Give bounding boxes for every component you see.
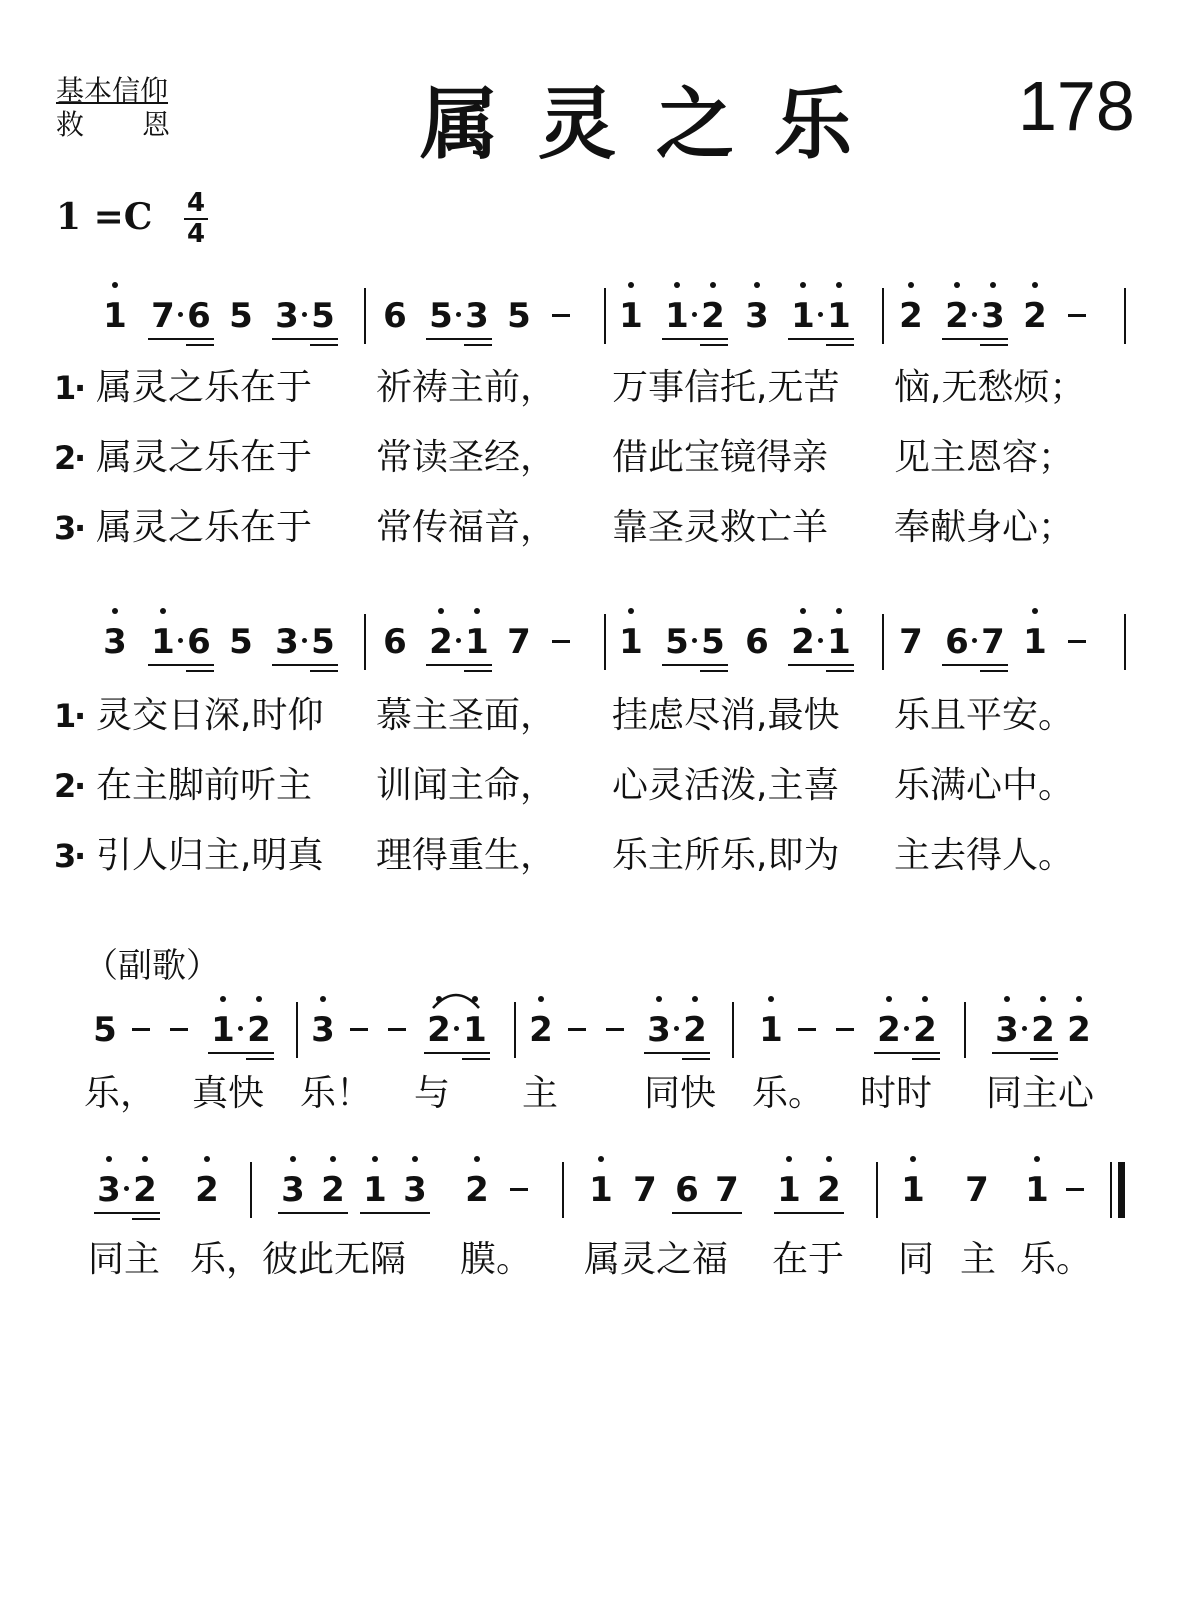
- lyric: 靠圣灵救亡羊: [612, 507, 829, 548]
- dot-above: [320, 996, 326, 1002]
- lyric: 属灵之乐在于: [96, 367, 313, 408]
- note: 2: [877, 1010, 901, 1050]
- note: 3: [465, 296, 489, 336]
- dash: [170, 1028, 188, 1031]
- verse-number: 2: [54, 439, 77, 477]
- note: 1: [463, 1010, 487, 1050]
- dash: [132, 1028, 150, 1031]
- note: 5: [311, 622, 335, 662]
- note: 3: [281, 1170, 305, 1210]
- barline: [604, 614, 606, 670]
- note: 6: [945, 622, 969, 662]
- lyric: 乐，: [84, 1073, 157, 1114]
- dot-above: [412, 1156, 418, 1162]
- note: 3: [403, 1170, 427, 1210]
- lyric: 主: [960, 1239, 997, 1280]
- note: 6: [745, 622, 769, 662]
- dot-above: [142, 1156, 148, 1162]
- verse-number: 3: [54, 509, 77, 547]
- lyric: 同主: [88, 1239, 161, 1280]
- underline: [208, 1052, 274, 1054]
- note: 2: [247, 1010, 271, 1050]
- dot-above: [692, 996, 698, 1002]
- note: 5: [229, 622, 253, 662]
- note: 6: [187, 622, 211, 662]
- note: 2: [817, 1170, 841, 1210]
- underline: [980, 670, 1008, 672]
- dot-above: [768, 996, 774, 1002]
- note: 2: [1031, 1010, 1055, 1050]
- underline: [464, 344, 492, 346]
- note: 1: [363, 1170, 387, 1210]
- notation-row-2: [0, 614, 1200, 674]
- verse-dot: ·: [74, 509, 87, 547]
- dot-above: [1032, 608, 1038, 614]
- note: 2: [899, 296, 923, 336]
- dash: [606, 1028, 624, 1031]
- barline: [882, 614, 884, 670]
- note: 1: [1025, 1170, 1049, 1210]
- note: 2: [321, 1170, 345, 1210]
- note: 2: [195, 1170, 219, 1210]
- note: 1: [827, 296, 851, 336]
- barline: [882, 288, 884, 344]
- underline: [874, 1052, 940, 1054]
- dot-above: [474, 608, 480, 614]
- notation-row-4: [0, 1162, 1200, 1222]
- dot-above: [1040, 996, 1046, 1002]
- lyric: 时时: [860, 1073, 933, 1114]
- barline: [964, 1002, 966, 1058]
- dot-above: [204, 1156, 210, 1162]
- dot-above: [1004, 996, 1010, 1002]
- verse-dot: ·: [74, 767, 87, 805]
- barline: [732, 1002, 734, 1058]
- dot-above: [886, 996, 892, 1002]
- underline: [980, 344, 1008, 346]
- dot-above: [256, 996, 262, 1002]
- dash: [836, 1028, 854, 1031]
- verse-number: 1: [54, 369, 77, 407]
- lyric: 奉献身心；: [894, 507, 1075, 548]
- lyric: 常传福音，: [376, 507, 557, 548]
- time-top: 4: [186, 188, 206, 218]
- dot-above: [628, 608, 634, 614]
- dot-above: [1032, 282, 1038, 288]
- note: 1: [619, 622, 643, 662]
- note: 3: [103, 622, 127, 662]
- lyric: 乐满心中。: [894, 765, 1075, 806]
- dot-above: [372, 1156, 378, 1162]
- notation-row-3: [0, 1002, 1200, 1062]
- note: 2: [427, 1010, 451, 1050]
- dot-above: [922, 996, 928, 1002]
- augmentation-dot: [674, 1026, 679, 1031]
- note: 5: [507, 296, 531, 336]
- dash: [388, 1028, 406, 1031]
- time-signature: [184, 190, 208, 248]
- note: 2: [133, 1170, 157, 1210]
- note: 2: [683, 1010, 707, 1050]
- underline: [310, 670, 338, 672]
- lyric: 训闻主命，: [376, 765, 557, 806]
- lyric: 与: [414, 1073, 451, 1114]
- lyric: 祈祷主前，: [376, 367, 557, 408]
- dot-above: [220, 996, 226, 1002]
- note: 3: [97, 1170, 121, 1210]
- key-signature: 1 =C: [56, 196, 153, 238]
- augmentation-dot: [178, 312, 183, 317]
- augmentation-dot: [972, 312, 977, 317]
- lyric: 慕主圣面，: [376, 695, 557, 736]
- dot-above: [112, 608, 118, 614]
- dot-above: [474, 1156, 480, 1162]
- lyric: 在主脚前听主: [96, 765, 313, 806]
- note: 1: [827, 622, 851, 662]
- note: 7: [633, 1170, 657, 1210]
- underline: [682, 1058, 710, 1060]
- note: 3: [995, 1010, 1019, 1050]
- augmentation-dot: [818, 638, 823, 643]
- underline: [942, 664, 1008, 666]
- note: 2: [913, 1010, 937, 1050]
- hymn-title: 属灵之乐: [420, 79, 893, 170]
- note: 2: [791, 622, 815, 662]
- note: 1: [1023, 622, 1047, 662]
- dot-above: [826, 1156, 832, 1162]
- note: 1: [791, 296, 815, 336]
- dash: [1068, 314, 1086, 317]
- lyric: 乐。: [752, 1073, 825, 1114]
- barline: [604, 288, 606, 344]
- lyric: 心灵活泼,主喜: [612, 765, 840, 806]
- tie-arc: [430, 988, 482, 1010]
- lyric: 主: [522, 1073, 559, 1114]
- lyric: 乐主所乐,即为: [612, 835, 840, 876]
- note: 1: [619, 296, 643, 336]
- lyric: 常读圣经，: [376, 437, 557, 478]
- underline: [662, 338, 728, 340]
- final-barline-thin: [1110, 1162, 1112, 1218]
- note: 5: [311, 296, 335, 336]
- underline: [426, 338, 492, 340]
- lyric: 属灵之乐在于: [96, 507, 313, 548]
- note: 3: [275, 622, 299, 662]
- underline: [788, 664, 854, 666]
- dot-above: [674, 282, 680, 288]
- dot-above: [836, 608, 842, 614]
- lyric: 乐。: [1020, 1239, 1093, 1280]
- verse-dot: ·: [74, 837, 87, 875]
- underline: [662, 664, 728, 666]
- barline: [876, 1162, 878, 1218]
- lyric: 在于: [772, 1239, 845, 1280]
- note: 1: [151, 622, 175, 662]
- underline: [94, 1212, 160, 1214]
- lyric: 同: [898, 1239, 935, 1280]
- dash: [1066, 1188, 1084, 1191]
- note: 5: [701, 622, 725, 662]
- lyric: 同快: [644, 1073, 717, 1114]
- dot-above: [990, 282, 996, 288]
- augmentation-dot: [904, 1026, 909, 1031]
- lyric: 挂虑尽消,最快: [612, 695, 840, 736]
- note: 5: [665, 622, 689, 662]
- lyric: 乐！: [300, 1073, 373, 1114]
- underline: [272, 664, 338, 666]
- note: 2: [429, 622, 453, 662]
- underline: [464, 670, 492, 672]
- dot-above: [754, 282, 760, 288]
- note: 2: [1023, 296, 1047, 336]
- note: 1: [901, 1170, 925, 1210]
- note: 3: [981, 296, 1005, 336]
- category-sub: 救恩: [56, 108, 229, 141]
- verse-number: 1: [54, 697, 77, 735]
- note: 7: [715, 1170, 739, 1210]
- underline: [424, 1052, 490, 1054]
- note: 2: [529, 1010, 553, 1050]
- notation-row-1: [0, 288, 1200, 348]
- note: 1: [465, 622, 489, 662]
- augmentation-dot: [692, 638, 697, 643]
- note: 5: [229, 296, 253, 336]
- lyric: 膜。: [460, 1239, 533, 1280]
- note: 3: [647, 1010, 671, 1050]
- dot-above: [836, 282, 842, 288]
- barline: [514, 1002, 516, 1058]
- barline: [1124, 288, 1126, 344]
- verse-dot: ·: [74, 439, 87, 477]
- barline: [364, 288, 366, 344]
- lyric: 同主心: [986, 1073, 1095, 1114]
- dash: [552, 640, 570, 643]
- verse-number: 3: [54, 837, 77, 875]
- underline: [148, 338, 214, 340]
- chorus-label: （副歌）: [84, 946, 220, 986]
- underline: [462, 1058, 490, 1060]
- verse-dot: ·: [74, 369, 87, 407]
- underline: [992, 1052, 1058, 1054]
- underline: [310, 344, 338, 346]
- dot-above: [160, 608, 166, 614]
- note: 6: [383, 296, 407, 336]
- note: 7: [151, 296, 175, 336]
- dot-above: [786, 1156, 792, 1162]
- dot-above: [538, 996, 544, 1002]
- note: 1: [777, 1170, 801, 1210]
- note: 5: [93, 1010, 117, 1050]
- note: 1: [211, 1010, 235, 1050]
- underline: [672, 1212, 742, 1214]
- underline: [826, 344, 854, 346]
- underline: [700, 344, 728, 346]
- lyric: 引人归主,明真: [96, 835, 324, 876]
- dot-above: [800, 608, 806, 614]
- dot-above: [1076, 996, 1082, 1002]
- note: 7: [965, 1170, 989, 1210]
- dash: [798, 1028, 816, 1031]
- augmentation-dot: [302, 638, 307, 643]
- augmentation-dot: [972, 638, 977, 643]
- note: 3: [275, 296, 299, 336]
- underline: [132, 1218, 160, 1220]
- note: 2: [945, 296, 969, 336]
- note: 1: [589, 1170, 613, 1210]
- note: 2: [701, 296, 725, 336]
- augmentation-dot: [302, 312, 307, 317]
- lyric: 理得重生，: [376, 835, 557, 876]
- note: 1: [103, 296, 127, 336]
- lyric: 属灵之乐在于: [96, 437, 313, 478]
- underline: [1030, 1058, 1058, 1060]
- lyric: 万事信托,无苦: [612, 367, 840, 408]
- dot-above: [910, 1156, 916, 1162]
- underline: [912, 1058, 940, 1060]
- underline: [148, 664, 214, 666]
- time-bottom: 4: [186, 219, 206, 249]
- dash: [510, 1188, 528, 1191]
- augmentation-dot: [1022, 1026, 1027, 1031]
- underline: [826, 670, 854, 672]
- dot-above: [1034, 1156, 1040, 1162]
- final-barline-thick: [1118, 1162, 1125, 1218]
- lyric: 真快: [192, 1073, 265, 1114]
- hymn-number: 178: [1018, 67, 1135, 145]
- note: 1: [665, 296, 689, 336]
- augmentation-dot: [238, 1026, 243, 1031]
- note: 3: [311, 1010, 335, 1050]
- note: 1: [759, 1010, 783, 1050]
- lyric: 乐且平安。: [894, 695, 1075, 736]
- dot-above: [438, 608, 444, 614]
- dot-above: [628, 282, 634, 288]
- note: 3: [745, 296, 769, 336]
- underline: [278, 1212, 348, 1214]
- dash: [1068, 640, 1086, 643]
- lyric: 见主恩容；: [894, 437, 1075, 478]
- underline: [788, 338, 854, 340]
- dash: [568, 1028, 586, 1031]
- dash: [552, 314, 570, 317]
- barline: [250, 1162, 252, 1218]
- augmentation-dot: [178, 638, 183, 643]
- underline: [426, 664, 492, 666]
- underline: [360, 1212, 430, 1214]
- verse-dot: ·: [74, 697, 87, 735]
- note: 2: [465, 1170, 489, 1210]
- augmentation-dot: [818, 312, 823, 317]
- dot-above: [954, 282, 960, 288]
- lyric: 属灵之福: [584, 1239, 729, 1280]
- underline: [186, 670, 214, 672]
- category-main: 基本信仰: [56, 74, 169, 107]
- verse-number: 2: [54, 767, 77, 805]
- category-label: [56, 74, 229, 142]
- lyric: 主去得人。: [894, 835, 1075, 876]
- underline: [942, 338, 1008, 340]
- lyric: 灵交日深,时仰: [96, 695, 324, 736]
- underline: [272, 338, 338, 340]
- dot-above: [710, 282, 716, 288]
- lyric: 恼,无愁烦；: [894, 367, 1086, 408]
- dot-above: [800, 282, 806, 288]
- lyric: 借此宝镜得亲: [612, 437, 829, 478]
- barline: [296, 1002, 298, 1058]
- lyric: 乐，彼此无隔: [190, 1239, 407, 1280]
- dash: [350, 1028, 368, 1031]
- barline: [562, 1162, 564, 1218]
- dot-above: [598, 1156, 604, 1162]
- dot-above: [290, 1156, 296, 1162]
- dot-above: [112, 282, 118, 288]
- note: 7: [899, 622, 923, 662]
- augmentation-dot: [454, 1026, 459, 1031]
- dot-above: [656, 996, 662, 1002]
- dot-above: [908, 282, 914, 288]
- note: 6: [675, 1170, 699, 1210]
- dot-above: [330, 1156, 336, 1162]
- note: 6: [383, 622, 407, 662]
- augmentation-dot: [456, 638, 461, 643]
- augmentation-dot: [692, 312, 697, 317]
- underline: [644, 1052, 710, 1054]
- note: 2: [1067, 1010, 1091, 1050]
- note: 7: [507, 622, 531, 662]
- underline: [774, 1212, 844, 1214]
- note: 6: [187, 296, 211, 336]
- dot-above: [106, 1156, 112, 1162]
- augmentation-dot: [456, 312, 461, 317]
- underline: [700, 670, 728, 672]
- barline: [1124, 614, 1126, 670]
- underline: [186, 344, 214, 346]
- barline: [364, 614, 366, 670]
- note: 7: [981, 622, 1005, 662]
- note: 5: [429, 296, 453, 336]
- underline: [246, 1058, 274, 1060]
- augmentation-dot: [124, 1186, 129, 1191]
